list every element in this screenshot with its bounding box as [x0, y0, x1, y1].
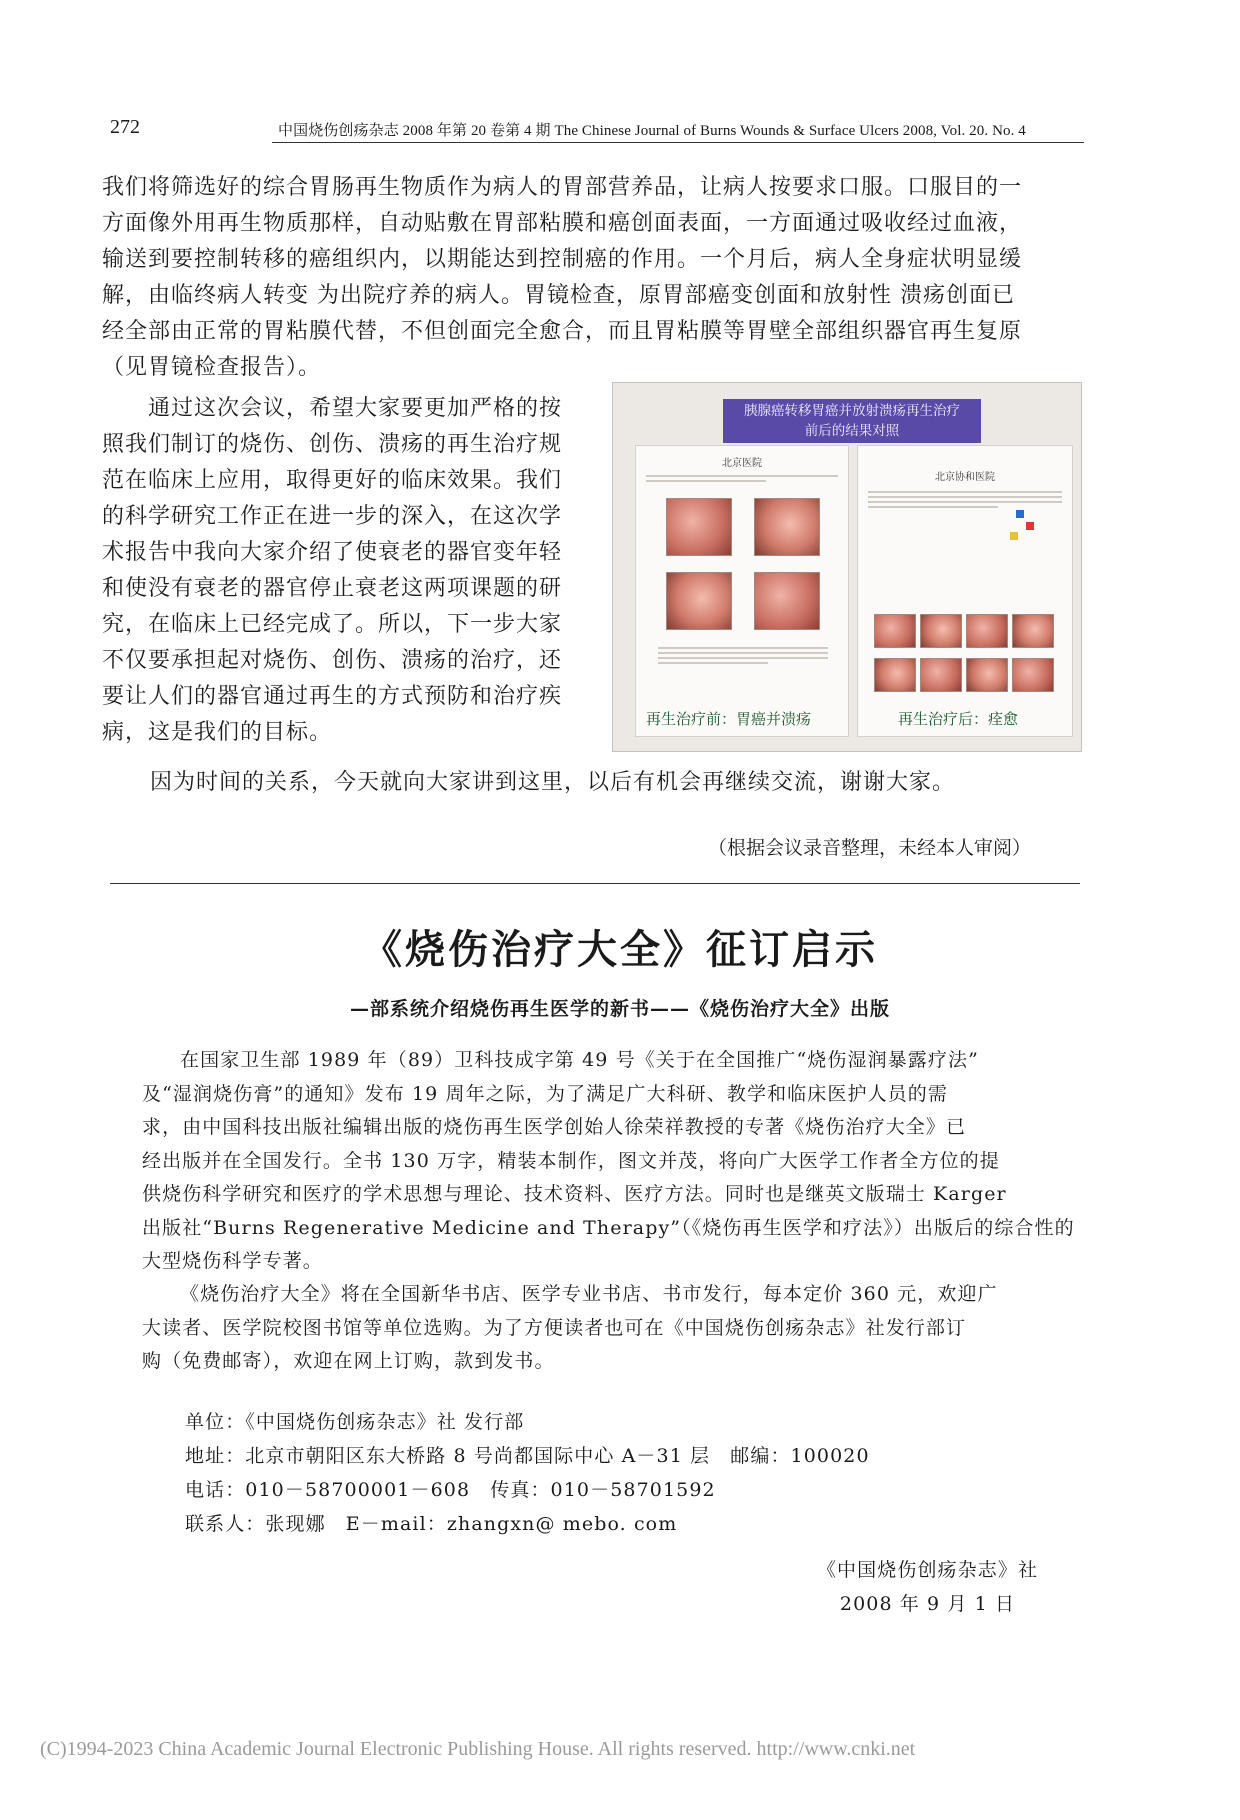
report-text-line — [868, 496, 1062, 498]
report-text-line — [868, 501, 1062, 503]
notice-subtitle: —部系统介绍烧伤再生医学的新书——《烧伤治疗大全》出版 — [349, 998, 890, 1020]
legend-marker — [1016, 510, 1024, 518]
article-paragraph-3: 因为时间的关系，今天就向大家讲到这里，以后有机会再继续交流，谢谢大家。 — [150, 770, 956, 795]
endoscopy-photo — [874, 614, 916, 648]
contact-address: 地址：北京市朝阳区东大桥路 8 号尚都国际中心 A－31 层 邮编：100020 — [185, 1445, 870, 1467]
report-after-title: 北京协和医院 — [935, 472, 995, 483]
text-line: 出版社“Burns Regenerative Medicine and Therapy”（《烧伤再生医学和疗法》）出版后的综合性的 — [142, 1216, 1075, 1239]
endoscopy-photo — [666, 498, 732, 556]
caption-after: 再生治疗后：痊愈 — [898, 710, 1019, 728]
endoscopy-photo — [1012, 614, 1054, 648]
text-line: 方面像外用再生物质那样，自动贴敷在胃部粘膜和癌创面表面，一方面通过吸收经过血液， — [102, 211, 1023, 236]
legend-marker — [1026, 522, 1034, 530]
figure-banner-line-1: 胰腺癌转移胃癌并放射溃疡再生治疗 — [744, 403, 960, 419]
text-line: 范在临床上应用，取得更好的临床效果。我们 — [102, 468, 563, 493]
report-after — [857, 445, 1073, 737]
endoscopy-photo — [966, 658, 1008, 692]
text-line: 《烧伤治疗大全》将在全国新华书店、医学专业书店、书市发行，每本定价 360 元，欢迎广 — [180, 1283, 998, 1305]
signature-date: 2008 年 9 月 1 日 — [839, 1593, 1016, 1615]
legend-marker — [1010, 532, 1018, 540]
text-line: 解，由临终病人转变 为出院疗养的病人。胃镜检查，原胃部癌变创面和放射性 溃疡创面已 — [102, 283, 1015, 308]
figure-banner — [723, 399, 981, 443]
text-line: 购（免费邮寄），欢迎在网上订购，款到发书。 — [142, 1350, 555, 1372]
report-text-line — [868, 506, 998, 508]
report-text-line — [658, 647, 828, 649]
header-rule — [272, 142, 1084, 143]
article-paragraph-1 — [102, 170, 1087, 386]
contact-phone: 电话：010－58700001－608 传真：010－58701592 — [185, 1479, 716, 1501]
notice-paragraph-2 — [142, 1278, 998, 1379]
comparison-figure — [612, 382, 1082, 752]
transcription-note: （根据会议录音整理，未经本人审阅） — [708, 837, 1032, 859]
endoscopy-photo — [874, 658, 916, 692]
text-line: 通过这次会议，希望大家要更加严格的按 — [102, 396, 563, 421]
text-line: 和使没有衰老的器官停止衰老这两项课题的研 — [102, 576, 563, 601]
report-text-line — [646, 475, 838, 477]
report-text-line — [658, 657, 828, 659]
text-line: 输送到要控制转移的癌组织内，以期能达到控制癌的作用。一个月后，病人全身症状明显缓 — [102, 247, 1023, 272]
endoscopy-photo — [754, 498, 820, 556]
text-line: 术报告中我向大家介绍了使衰老的器官变年轻 — [102, 540, 563, 565]
text-line: 及“湿润烧伤膏”的通知》发布 19 周年之际，为了满足广大科研、教学和临床医护人员的需 — [142, 1082, 948, 1105]
text-line: 大读者、医学院校图书馆等单位选购。为了方便读者也可在《中国烧伤创疡杂志》社发行部订 — [142, 1316, 967, 1339]
report-before — [635, 445, 849, 737]
contact-person: 联系人：张现娜 E－mail：zhangxn@ mebo. com — [185, 1513, 678, 1535]
text-line: 照我们制订的烧伤、创伤、溃疡的再生治疗规 — [102, 432, 563, 457]
endoscopy-photo — [666, 572, 732, 630]
endoscopy-photo — [920, 658, 962, 692]
report-before-title: 北京医院 — [722, 458, 762, 469]
notice-title: 《烧伤治疗大全》征订启示 — [362, 927, 878, 973]
article-paragraph-2 — [102, 391, 600, 751]
contact-unit: 单位：《中国烧伤创疡杂志》社 发行部 — [185, 1411, 525, 1433]
text-line: 病，这是我们的目标。 — [102, 720, 333, 745]
notice-paragraph-1 — [142, 1044, 1075, 1279]
report-notes — [648, 644, 838, 667]
text-line: 我们将筛选好的综合胃肠再生物质作为病人的胃部营养品，让病人按要求口服。口服目的一 — [102, 175, 1023, 200]
text-line: （见胃镜检查报告）。 — [102, 355, 322, 380]
figure-banner-line-2: 前后的结果对照 — [804, 423, 900, 439]
text-line: 要让人们的器官通过再生的方式预防和治疗疾 — [102, 684, 563, 709]
text-line: 究，在临床上已经完成了。所以，下一步大家 — [102, 612, 563, 637]
signature-org: 《中国烧伤创疡杂志》社 — [816, 1559, 1039, 1581]
text-line: 经出版并在全国发行。全书 130 万字，精装本制作，图文并茂，将向广大医学工作者全方位的提 — [142, 1149, 1000, 1172]
text-line: 供烧伤科学研究和医疗的学术思想与理论、技术资料、医疗方法。同时也是继英文版瑞士 Karger — [142, 1183, 1007, 1205]
contact-block — [185, 1405, 870, 1541]
running-header: 中国烧伤创疡杂志 2008 年第 20 卷第 4 期 The Chinese Journal of Burns Wounds & Surface Ulcers 2008, Vol. 20. No. 4 — [278, 123, 1026, 139]
page-number: 272 — [110, 116, 140, 138]
endoscopy-photo — [754, 572, 820, 630]
signature-block — [805, 1553, 1050, 1621]
text-line: 大型烧伤科学专著。 — [142, 1250, 323, 1272]
text-line: 的科学研究工作正在进一步的深入，在这次学 — [102, 504, 563, 529]
report-text-line — [658, 662, 768, 664]
report-text-line — [646, 480, 766, 482]
section-divider — [110, 883, 1080, 884]
endoscopy-photo — [920, 614, 962, 648]
endoscopy-photo — [1012, 658, 1054, 692]
report-text-line — [658, 652, 828, 654]
copyright-footer: (C)1994-2023 China Academic Journal Electronic Publishing House. All rights reserved. http://www.cnki.net — [40, 1738, 916, 1760]
endoscopy-photo — [966, 614, 1008, 648]
text-line: 求，由中国科技出版社编辑出版的烧伤再生医学创始人徐荣祥教授的专著《烧伤治疗大全》已 — [142, 1116, 967, 1138]
text-line: 在国家卫生部 1989 年（89）卫科技成字第 49 号《关于在全国推广“烧伤湿润暴露疗法” — [180, 1049, 979, 1071]
text-line: 经全部由正常的胃粘膜代替，不但创面完全愈合，而且胃粘膜等胃壁全部组织器官再生复原 — [102, 319, 1023, 344]
text-line: 不仅要承担起对烧伤、创伤、溃疡的治疗，还 — [102, 648, 563, 673]
caption-before: 再生治疗前：胃癌并溃疡 — [646, 710, 812, 728]
report-text-line — [868, 491, 1062, 493]
